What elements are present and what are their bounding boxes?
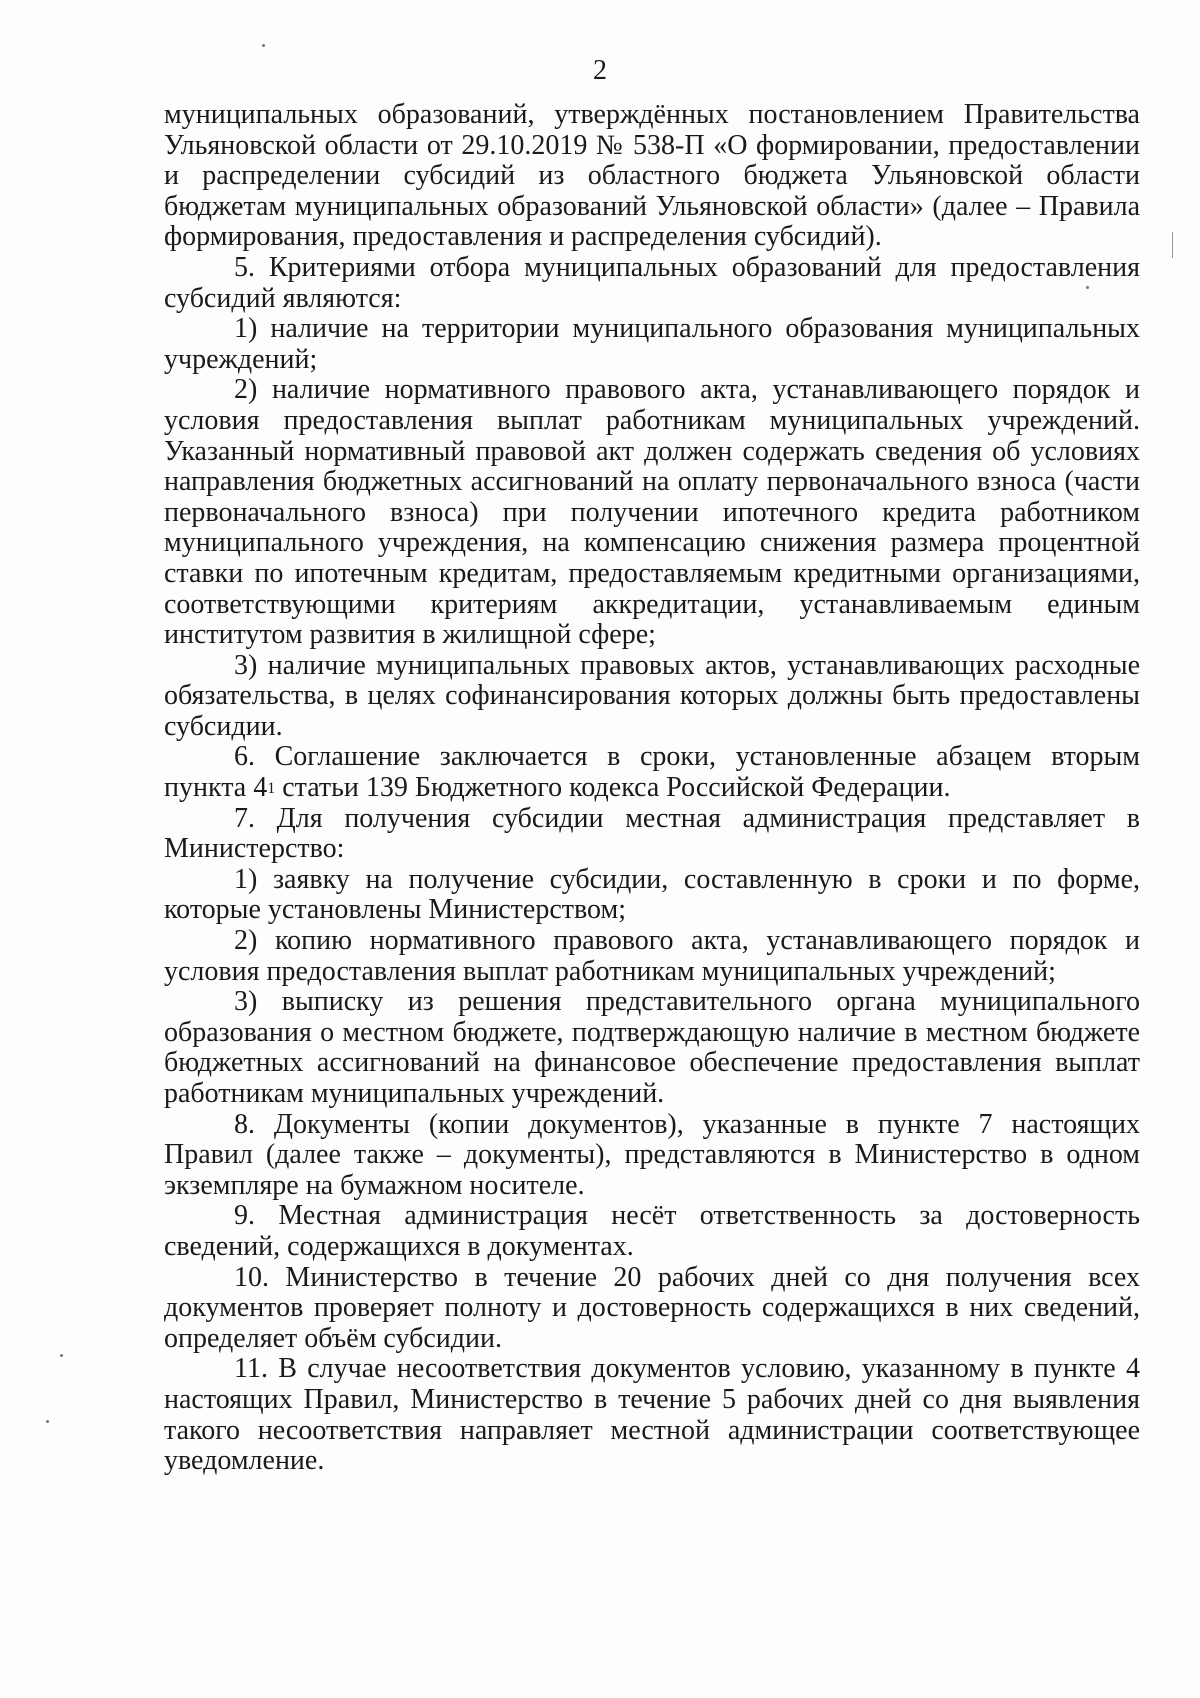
paragraph-7-item-3: 3) выписку из решения представительного органа муниципального образования о местном бюджете, подтверждающую наличие в местном бюджете бюджетных ассигнований на финансовое обеспечение предоставления выплат работникам муниципальных учреждений. — [164, 986, 1140, 1109]
paragraph-continuation: муниципальных образований, утверждённых постановлением Правительства Ульяновской области от 29.10.2019 № 538-П «О формировании, предоставлении и распределении субсидий из областного бюджета Ульяновской области бюджетам муниципальных образований Ульяновской области» (далее – Правила формирования, предоставления и распределения субсидий). — [164, 99, 1140, 253]
scan-speck — [60, 1354, 63, 1357]
scan-speck — [46, 1420, 49, 1423]
paragraph-10: 10. Министерство в течение 20 рабочих дней со дня получения всех документов проверяет полноту и достоверность содержащихся в них сведений, определяет объём субсидии. — [164, 1261, 1140, 1354]
paragraph-11: 11. В случае несоответствия документов условию, указанному в пункте 4 настоящих Правил, Министерство в течение 5 рабочих дней со дня выявления такого несоответствия направляет местной администрации соответствующее уведомление. — [164, 1353, 1140, 1477]
paragraph-6-text-before: 6. Соглашение заключается в сроки, установленные абзацем вторым пункта 4 — [164, 741, 1140, 804]
paragraph-6 — [164, 742, 1140, 803]
paragraph-5-item-2: 2) наличие нормативного правового акта, устанавливающего порядок и условия предоставления выплат работникам муниципальных учреждений. Указанный нормативный правовой акт должен содержать сведения об условиях направления бюджетных ассигнований на оплату первоначального взноса (части первоначального взноса) при получении ипотечного кредита работником муниципального учреждения, на компенсацию снижения размера процентной ставки по ипотечным кредитам, предоставляемым кредитными организациями, соответствующими критериям аккредитации, устанавливаемым единым институтом развития в жилищной сфере; — [164, 374, 1140, 651]
paragraph-7-item-2: 2) копию нормативного правового акта, устанавливающего порядок и условия предоставления выплат работникам муниципальных учреждений; — [164, 925, 1140, 987]
paragraph-7: 7. Для получения субсидии местная администрация представляет в Министерство: — [164, 802, 1140, 865]
paragraph-8: 8. Документы (копии документов), указанные в пункте 7 настоящих Правил (далее также – документы), представляются в Министерство в одном экземпляре на бумажном носителе. — [164, 1108, 1140, 1201]
paragraph-5: 5. Критериями отбора муниципальных образований для предоставления субсидий являются: — [164, 251, 1140, 314]
document-body — [164, 100, 1140, 1477]
paragraph-9: 9. Местная администрация несёт ответственность за достоверность сведений, содержащихся в документах. — [164, 1200, 1140, 1262]
paragraph-7-item-1: 1) заявку на получение субсидии, составленную в сроки и по форме, которые установлены Министерством; — [164, 863, 1140, 926]
paragraph-6-text-after: статьи 139 Бюджетного кодекса Российской Федерации. — [275, 772, 951, 804]
paragraph-5-item-1: 1) наличие на территории муниципального образования муниципальных учреждений; — [164, 313, 1140, 375]
scan-speck — [1086, 286, 1089, 289]
scan-speck — [262, 44, 265, 47]
scan-edge-mark — [1172, 232, 1173, 258]
paragraph-6-superscript: 1 — [267, 780, 276, 798]
page-number: 2 — [593, 55, 607, 86]
paragraph-5-item-3: 3) наличие муниципальных правовых актов, устанавливающих расходные обязательства, в целях софинансирования которых должны быть предоставлены субсидии. — [164, 649, 1140, 742]
